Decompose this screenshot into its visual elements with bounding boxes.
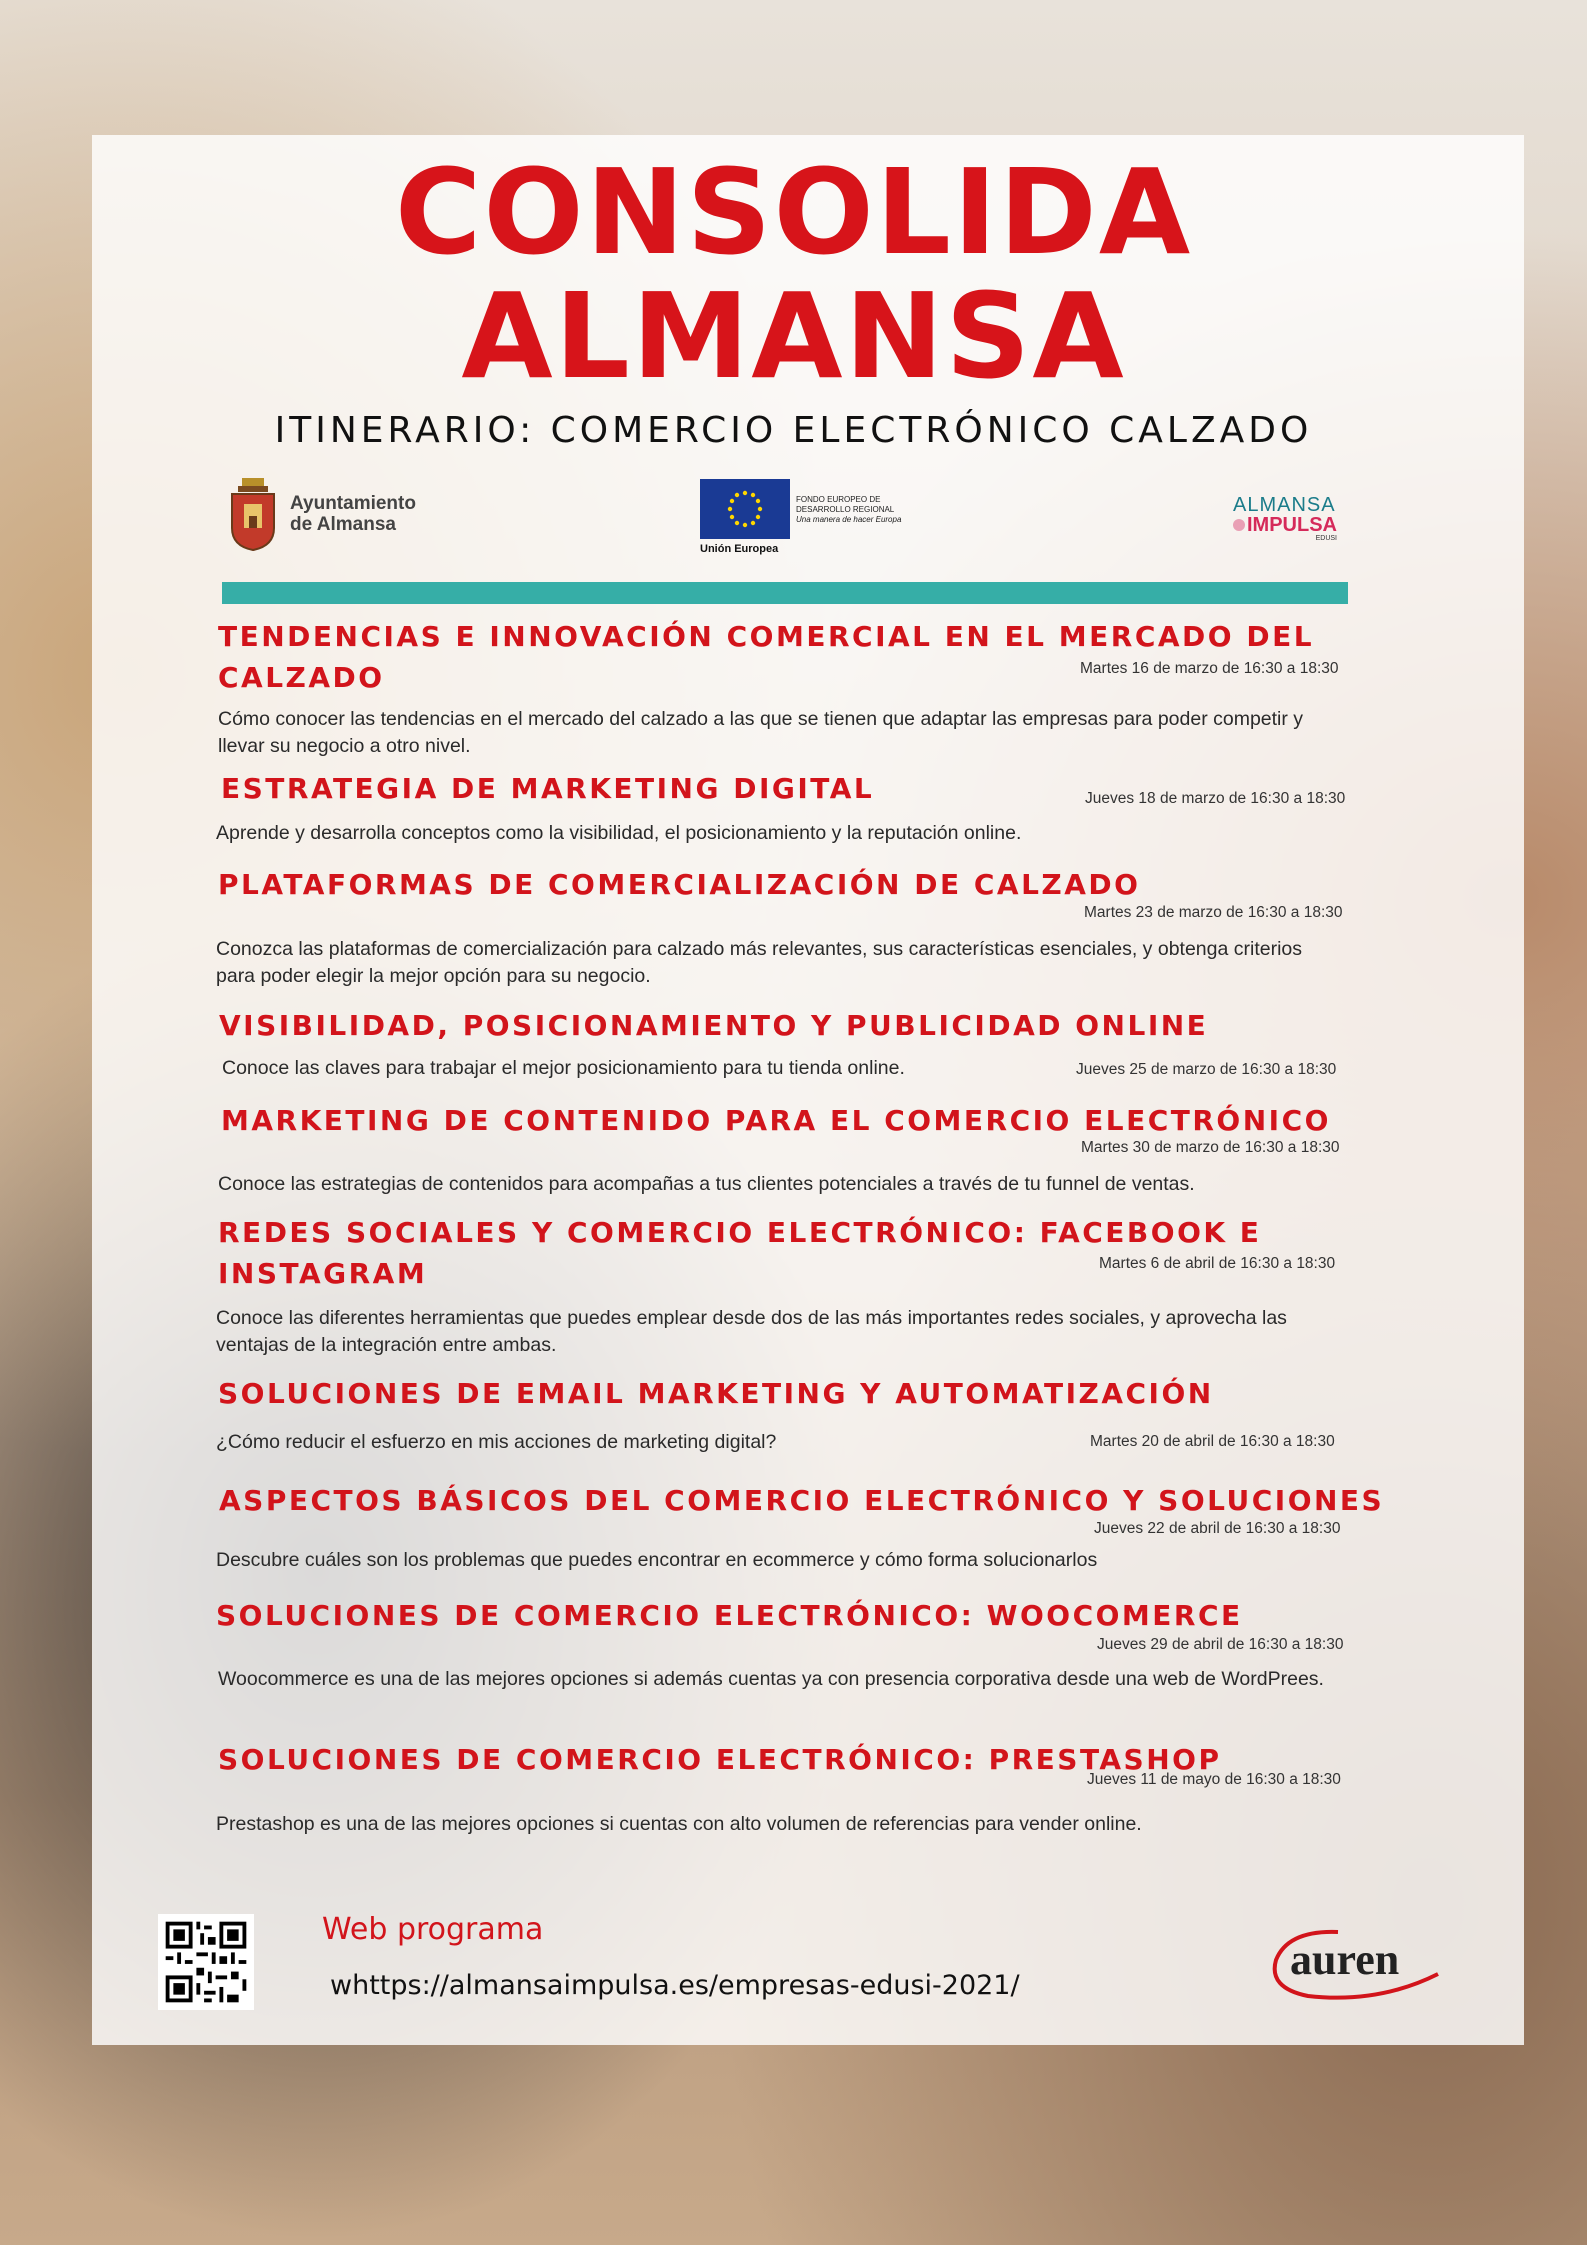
session-3-title: PLATAFORMAS DE COMERCIALIZACIÓN DE CALZADO [218, 868, 1141, 901]
session-8-title: ASPECTOS BÁSICOS DEL COMERCIO ELECTRÓNICO Y SOLUCIONES [219, 1484, 1385, 1517]
almansa-logo-line1: ALMANSA [1233, 494, 1336, 516]
auren-logo [1268, 1924, 1448, 2008]
session-3-date: Martes 23 de marzo de 16:30 a 18:30 [1084, 904, 1343, 921]
session-1-title-line2: CALZADO [218, 661, 385, 694]
session-5-date: Martes 30 de marzo de 16:30 a 18:30 [1081, 1139, 1340, 1156]
session-2-date: Jueves 18 de marzo de 16:30 a 18:30 [1085, 790, 1346, 807]
almansa-logo-line2: IMPULSA [1247, 514, 1337, 536]
session-9-desc: Woocommerce es una de las mejores opciones si además cuentas ya con presencia corporativa desde una web de WordPrees. [218, 1668, 1324, 1690]
session-1-desc: Cómo conocer las tendencias en el mercado del calzado a las que se tienen que adaptar las empresas para poder competir y llevar su negocio a otro nivel. [218, 708, 1304, 757]
impulsa-dot-icon [1233, 519, 1245, 531]
ayuntamiento-line1: Ayuntamiento [290, 493, 416, 514]
eu-flag-icon [700, 479, 790, 555]
session-1-date: Martes 16 de marzo de 16:30 a 18:30 [1080, 660, 1339, 677]
almansa-logo-line3: EDUSI [1315, 535, 1337, 542]
session-4-title: VISIBILIDAD, POSICIONAMIENTO Y PUBLICIDAD ONLINE [219, 1009, 1209, 1042]
session-8-desc: Descubre cuáles son los problemas que puedes encontrar en ecommerce y cómo forma solucionarlos [216, 1549, 1098, 1571]
session-6-title-line1: REDES SOCIALES Y COMERCIO ELECTRÓNICO: FACEBOOK E [218, 1216, 1262, 1249]
eu-fondo-line1: FONDO EUROPEO DE [796, 495, 881, 504]
session-5-title: MARKETING DE CONTENIDO PARA EL COMERCIO ELECTRÓNICO [221, 1104, 1331, 1137]
session-10-title: SOLUCIONES DE COMERCIO ELECTRÓNICO: PRESTASHOP [218, 1743, 1222, 1776]
session-4-desc: Conoce las claves para trabajar el mejor posicionamiento para tu tienda online. [222, 1057, 905, 1079]
qr-code-icon[interactable] [158, 1914, 254, 2010]
session-7-desc: ¿Cómo reducir el esfuerzo en mis acciones de marketing digital? [216, 1431, 777, 1453]
session-6-date: Martes 6 de abril de 16:30 a 18:30 [1099, 1255, 1336, 1272]
session-1-title-line1: TENDENCIAS E INNOVACIÓN COMERCIAL EN EL MERCADO DEL [218, 620, 1315, 653]
session-9-title: SOLUCIONES DE COMERCIO ELECTRÓNICO: WOOCOMERCE [216, 1599, 1243, 1632]
session-8-date: Jueves 22 de abril de 16:30 a 18:30 [1094, 1520, 1341, 1537]
eu-fondo-line2: DESARROLLO REGIONAL [796, 505, 895, 514]
page-title-line2: ALMANSA [461, 267, 1126, 405]
page-subtitle: ITINERARIO: COMERCIO ELECTRÓNICO CALZADO [274, 410, 1313, 451]
session-10-date: Jueves 11 de mayo de 16:30 a 18:30 [1087, 1771, 1341, 1788]
session-7-title: SOLUCIONES DE EMAIL MARKETING Y AUTOMATIZACIÓN [218, 1377, 1214, 1410]
session-9-date: Jueves 29 de abril de 16:30 a 18:30 [1097, 1636, 1344, 1653]
coat-of-arms-icon [228, 476, 278, 552]
eu-fondo-line3: Una manera de hacer Europa [796, 515, 902, 524]
ayuntamiento-logo [228, 476, 416, 552]
session-2-title: ESTRATEGIA DE MARKETING DIGITAL [221, 772, 875, 805]
session-4-date: Jueves 25 de marzo de 16:30 a 18:30 [1076, 1061, 1337, 1078]
web-programa-link[interactable]: whttps://almansaimpulsa.es/empresas-edusi-2021/ [330, 1970, 1020, 2001]
session-6-title-line2: INSTAGRAM [218, 1257, 428, 1290]
session-3-desc: Conozca las plataformas de comercialización para calzado más relevantes, sus características esenciales, y obtenga criterios para poder elegir la mejor opción para su negocio. [216, 938, 1303, 987]
almansa-impulsa-logo [1233, 495, 1337, 543]
eu-logo [700, 479, 902, 555]
session-5-desc: Conoce las estrategias de contenidos para acompañas a tus clientes potenciales a través de tu funnel de ventas. [218, 1173, 1195, 1195]
eu-caption: Unión Europea [700, 543, 779, 555]
page-title-line1: CONSOLIDA [394, 143, 1193, 281]
session-10-desc: Prestashop es una de las mejores opciones si cuentas con alto volumen de referencias para vender online. [216, 1813, 1142, 1835]
auren-text: auren [1290, 1935, 1400, 1984]
divider-bar [222, 582, 1348, 604]
web-programa-label: Web programa [322, 1912, 544, 1947]
ayuntamiento-line2: de Almansa [290, 514, 396, 535]
session-7-date: Martes 20 de abril de 16:30 a 18:30 [1090, 1433, 1335, 1450]
session-6-desc: Conoce las diferentes herramientas que puedes emplear desde dos de las más importantes redes sociales, y aprovecha las ventajas de la integración entre ambas. [216, 1307, 1287, 1356]
session-2-desc: Aprende y desarrolla conceptos como la visibilidad, el posicionamiento y la reputación online. [216, 822, 1022, 844]
